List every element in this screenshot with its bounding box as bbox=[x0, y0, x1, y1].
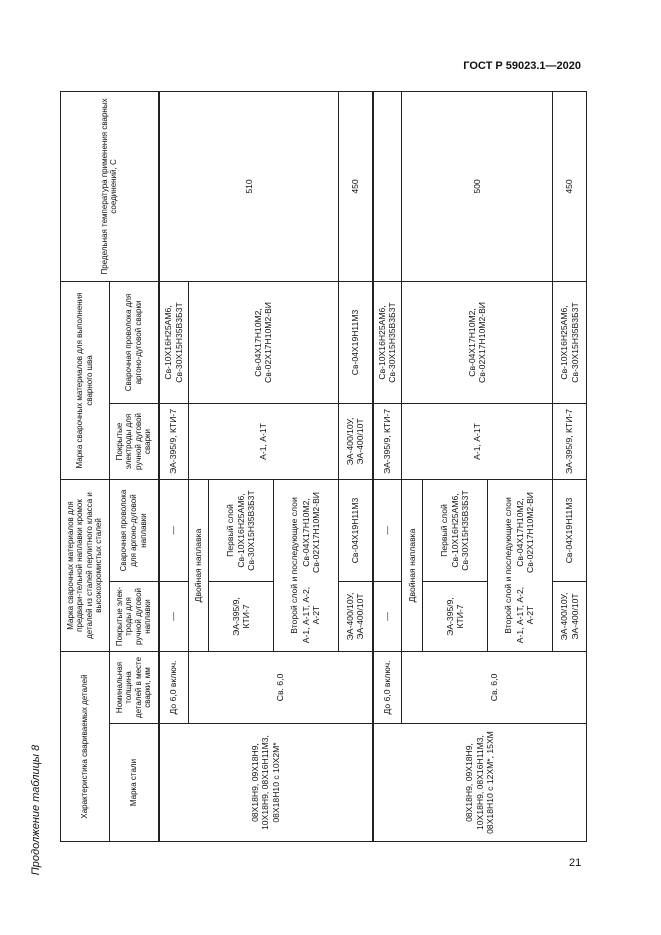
s1-second-cell bbox=[274, 479, 339, 651]
header-thickness: Номинальная толщина деталей в месте сварки, мм bbox=[109, 652, 158, 724]
s2-temp-a bbox=[373, 91, 402, 281]
table-stage bbox=[60, 92, 587, 842]
s1-row-a bbox=[159, 91, 188, 841]
s2-last-prelim-electrodes: ЭА-400/10У, ЭА-400/10Т bbox=[553, 582, 587, 652]
s1-last-temp: 450 bbox=[339, 91, 373, 281]
s2-seam-mid-electrodes: А-1, А-1Т bbox=[402, 403, 553, 479]
s2-prelim-electrodes-a: — bbox=[373, 582, 402, 652]
s1-thickness-a: До 6,0 включ. bbox=[159, 652, 188, 724]
s1-seam-wire-a: Св-10Х16Н25АМ6, Св-30Х15Н35В3Б3Т bbox=[159, 281, 188, 403]
s1-first-wire-text: Св-10Х16Н25АМ6, Св-30Х15Н35В3Б3Т bbox=[235, 490, 257, 571]
s2-second-cell bbox=[487, 479, 552, 651]
s2-temp: 500 bbox=[402, 91, 553, 281]
s1-thickness-b: Св. 6,0 bbox=[188, 652, 373, 724]
s2-seam-wire-a: Св-10Х16Н25АМ6, Св-30Х15Н35В3Б3Т bbox=[373, 281, 402, 403]
s2-thickness-a: До 6,0 включ. bbox=[373, 652, 402, 724]
s2-second-electrodes: А-1, А-1Т, А-2, А-2Т bbox=[514, 586, 536, 644]
s1-second-inner bbox=[299, 483, 324, 648]
header-prelim-group: Марка сварочных материалов для предвари-тельной наплавки кромок деталей из сталей перлитного класса и высокохромистых сталей bbox=[61, 479, 110, 651]
s2-last-seam-wire: Св-10Х16Н25АМ6, Св-30Х15Н35В3Б3Т bbox=[553, 281, 587, 403]
s1-first-wire bbox=[208, 479, 273, 581]
s1-last-seam-wire: Св-04Х19Н11М3 bbox=[339, 281, 373, 403]
s2-seam-mid-wire: Св-04Х17Н10М2, Св-02Х17Н10М2-ВИ bbox=[402, 281, 553, 403]
s1-last-prelim-wire: Св-04Х19Н11М3 bbox=[339, 479, 373, 581]
header-prelim-wire: Сварочная проволока для аргоно-дуговой наплавки bbox=[109, 479, 158, 581]
table-caption: Продолжение таблицы 8 bbox=[30, 744, 42, 876]
s2-second-inner bbox=[513, 483, 538, 648]
welding-materials-table bbox=[60, 91, 587, 842]
s2-thickness-b: Св. 6,0 bbox=[402, 652, 587, 724]
s2-first-electrodes: ЭА-395/9, КТИ-7 bbox=[422, 582, 487, 652]
s2-steel-grade: 08Х18Н9, 09Х18Н9, 10Х18Н9, 08Х16Н11М3, 08Х18Н10 с 12ХМ*, 15ХМ bbox=[373, 724, 587, 842]
s2-first-wire-text: Св-10Х16Н25АМ6, Св-30Х15Н35В3Б3Т bbox=[449, 490, 470, 571]
header-row-1 bbox=[61, 91, 110, 841]
s1-second-wire: Св-04Х17Н10М2, Св-02Х17Н10М2-ВИ bbox=[301, 492, 322, 573]
header-steel-grade: Марка стали bbox=[109, 724, 158, 842]
s1-second-label: Второй слой и последующие слои bbox=[288, 497, 299, 634]
s2-prelim-wire-a: — bbox=[373, 479, 402, 581]
header-seam-electrodes: Покрытые электроды для ручной дуговой сварки bbox=[109, 403, 158, 479]
s1-double-label: Двойная наплавка bbox=[188, 479, 208, 651]
s2-last-prelim-wire: Св-04Х19Н11М3 bbox=[553, 479, 587, 581]
header-prelim-electrodes: Покрытые элек-троды для ручной дуговой наплавки bbox=[109, 582, 158, 652]
s1-first-electrodes: ЭА-395/9, КТИ-7 bbox=[208, 582, 273, 652]
s2-second-label: Второй слой и последующие слои bbox=[502, 497, 513, 634]
s2-last-temp: 450 bbox=[553, 91, 587, 281]
s1-prelim-electrodes-a: — bbox=[159, 582, 188, 652]
s1-last-seam-electrodes: ЭА-400/10У, ЭА-400/10Т bbox=[339, 403, 373, 479]
header-seam-group: Марка сварочных материалов для выполнения сварного шва bbox=[61, 281, 110, 479]
s1-last-prelim-electrodes: ЭА-400/10У, ЭА-400/10Т bbox=[339, 582, 373, 652]
s2-last-seam-electrodes: ЭА-395/9, КТИ-7 bbox=[553, 403, 587, 479]
s2-double-label: Двойная наплавка bbox=[402, 479, 422, 651]
page-number: 21 bbox=[569, 857, 582, 869]
s1-first-label: Первый слой bbox=[225, 504, 236, 557]
header-seam-wire: Сварочная проволока для аргоно-дуговой сварки bbox=[109, 281, 158, 403]
s2-first-label: Первый слой bbox=[439, 504, 450, 557]
rotated-table-container bbox=[60, 92, 587, 842]
s1-seam-electrodes-a: ЭА-395/9, КТИ-7 bbox=[159, 403, 188, 479]
s1-prelim-wire-a: — bbox=[159, 479, 188, 581]
header-characteristics: Характеристика свариваемых деталей bbox=[61, 652, 110, 842]
s1-seam-mid-wire: Св-04Х17Н10М2, Св-02Х17Н10М2-ВИ bbox=[188, 281, 339, 403]
document-number: ГОСТ Р 59023.1—2020 bbox=[463, 60, 581, 72]
header-max-temp: Предельная температура применения сварных соединений, С bbox=[61, 91, 159, 281]
s2-second-wire: Св-04Х17Н10М2, Св-02Х17Н10М2-ВИ bbox=[514, 492, 536, 573]
s1-seam-mid-electrodes: А-1, А-1Т bbox=[188, 403, 339, 479]
s2-seam-electrodes-a: ЭА-395/9, КТИ-7 bbox=[373, 403, 402, 479]
s2-first-wire bbox=[422, 479, 487, 581]
s1-second-electrodes: А-1, А-1Т, А-2, А-2Т bbox=[301, 586, 322, 644]
s1-temp: 510 bbox=[159, 91, 339, 281]
s1-steel-grade: 08Х18Н9, 09Х18Н9, 10Х18Н9, 08Х16Н11М3, 08Х18Н10 с 10Х2М* bbox=[159, 724, 373, 842]
s2-row-a bbox=[373, 91, 402, 841]
